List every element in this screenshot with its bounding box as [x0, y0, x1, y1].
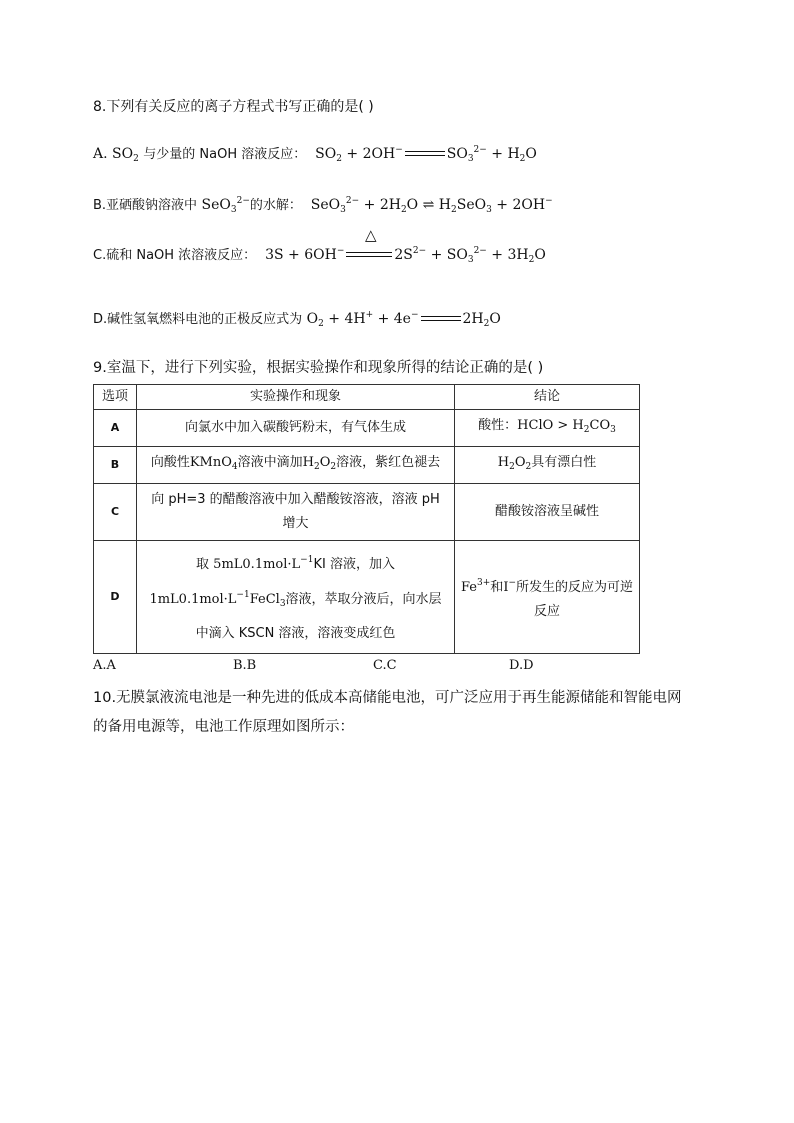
experiment-table	[93, 384, 640, 654]
row-operation: 取 $5mL0.1mol\cdot L^{-1}KI$ 溶液，加入 $1mL0.1mol\cdot L^{-1}FeCl_3$溶液，萃取分液后，向水层中滴入 KSCN 溶液，溶液变成红色	[137, 541, 455, 654]
row-option: B	[94, 447, 137, 484]
header-option: 选项	[94, 385, 137, 410]
table-row	[94, 447, 640, 484]
choice-a: A.A	[93, 658, 116, 673]
option-label: A.	[93, 146, 108, 162]
conclusion-text: 酸性：	[478, 418, 518, 433]
row-option: C	[94, 484, 137, 541]
op-text: 溶液，紫红色褪去	[336, 455, 441, 470]
choice-b: B.B	[233, 658, 257, 673]
row-option: D	[94, 541, 137, 654]
op-text: 向酸性	[150, 455, 190, 470]
choice-d: D.D	[509, 658, 534, 673]
row-conclusion: 醋酸铵溶液呈碱性	[455, 484, 640, 541]
header-conclusion: 结论	[455, 385, 640, 410]
table-row	[94, 410, 640, 447]
delta-icon: △	[365, 226, 377, 244]
op-text: 取	[196, 557, 210, 572]
reversible-arrow-icon: ⇌	[422, 197, 435, 213]
row-operation: 向酸性KMnO$_4$溶液中滴加$H_2O_2$溶液，紫红色褪去	[137, 447, 455, 484]
table-header-row	[94, 385, 640, 410]
q8-stem: 8.下列有关反应的离子方程式书写正确的是( )	[93, 99, 374, 115]
row-conclusion: $H_2O_2$具有漂白性	[455, 447, 640, 484]
op-text: KI 溶液，加入	[313, 557, 395, 572]
q9-stem: 9.室温下，进行下列实验，根据实验操作和现象所得的结论正确的是( )	[93, 360, 544, 376]
option-text: 的水解：	[249, 198, 302, 213]
table-row	[94, 541, 640, 654]
header-operation: 实验操作和现象	[137, 385, 455, 410]
op-text: 溶液，萃取分液后，向水层中滴入 KSCN 溶液，溶液变成红色	[195, 592, 442, 641]
row-conclusion: $Fe^{3+}$和I−所发生的反应为可逆反应	[455, 541, 640, 654]
option-label: D.碱性氢氧燃料电池的正极反应式为	[93, 312, 303, 327]
q8-option-d: D.碱性氢氧燃料电池的正极反应式为 $O_2 + 4H^+ + 4e^-$ $2H_2O$	[93, 310, 501, 329]
option-label: C.硫和 NaOH 浓溶液反应：	[93, 248, 257, 263]
q8-option-c: C.硫和 NaOH 浓溶液反应： 3S + 6OH− $2S^{2-} + SO_3^{2-} + 3H_2O$	[93, 246, 546, 265]
op-text: 溶液中滴加	[237, 455, 303, 470]
option-label: B.亚硒酸钠溶液中	[93, 198, 198, 213]
row-conclusion: 酸性：HClO > $H_2CO_3$	[455, 410, 640, 447]
q8-option-a: A. $SO_2$ 与少量的 NaOH 溶液反应： $SO_2 + 2OH^-$ $SO_3^{2-} + H_2O$	[93, 145, 537, 164]
row-option: A	[94, 410, 137, 447]
choice-c: C.C	[373, 658, 397, 673]
conclusion-text: 具有漂白性	[531, 455, 597, 470]
row-operation: 向氯水中加入碳酸钙粉末，有气体生成	[137, 410, 455, 447]
conclusion-text: 和	[490, 579, 504, 595]
table-row	[94, 484, 640, 541]
q10-stem: 10.无膜氯液流电池是一种先进的低成本高储能电池，可广泛应用于再生能源储能和智能电网的备用电源等，电池工作原理如图所示：	[93, 690, 682, 735]
row-operation: 向 pH=3 的醋酸溶液中加入醋酸铵溶液，溶液 pH 增大	[137, 484, 455, 541]
conclusion-text: 所发生的反应为可逆反应	[516, 579, 634, 619]
q8-option-b: B.亚硒酸钠溶液中 SeO$_3^{2-}$的水解： $SeO_3^{2-} + 2H_2O$ ⇌ $H_2SeO_3 + 2OH^-$	[93, 196, 553, 215]
option-text: 与少量的 NaOH 溶液反应：	[143, 147, 307, 162]
